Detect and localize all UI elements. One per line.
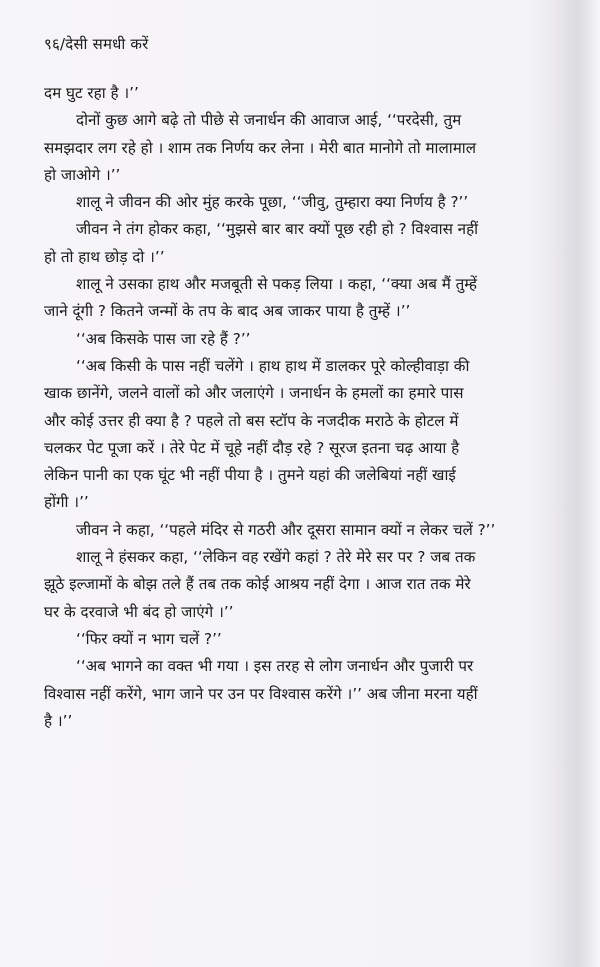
text-line: शालू ने उसका हाथ और मजबूती से पकड़ लिया । कहा, ‘‘क्या अब मैं तुम्हें — [76, 275, 477, 294]
text-line: खाक छानेंगे, जलने वालों को और जलाएंगे । जनार्धन के हमलों का हमारे पास — [44, 384, 464, 403]
text-line: विश्वास नहीं करेंगे, भाग जाने पर उन पर विश्वास करेंगे ।’’ अब जीना मरना यहीं — [44, 684, 478, 703]
text-line: ‘‘अब भागने का वक्त भी गया । इस तरह से लोग जनार्धन और पुजारी पर — [76, 657, 474, 676]
text-line: और कोई उत्तर ही क्या है ? पहले तो बस स्टॉप के नजदीक मराठे के होटल में — [44, 411, 459, 430]
text-line: ‘‘फिर क्यों न भाग चलें ?’’ — [76, 629, 222, 648]
text-line: होंगी ।’’ — [44, 493, 89, 512]
text-line: समझदार लग रहे हो । शाम तक निर्णय कर लेना । मेरी बात मानोगे तो मालामाल — [44, 138, 477, 157]
running-head: ९६/देसी समधी करें — [44, 35, 149, 53]
text-line: लेकिन पानी का एक घूंट भी नहीं पीया है । तुमने यहां की जलेबियां नहीं खाई — [44, 466, 456, 485]
text-line: हो तो हाथ छोड़ दो ।’’ — [44, 247, 165, 266]
text-line: हो जाओगे ।’’ — [44, 165, 121, 184]
body-text — [44, 80, 544, 735]
text-line: झूठे इल्जामों के बोझ तले हैं तब तक कोई आश्रय नहीं देगा । आज रात तक मेरे — [44, 575, 471, 594]
text-line: दोनों कुछ आगे बढ़े तो पीछे से जनार्धन की आवाज आई, ‘‘परदेसी, तुम — [76, 111, 462, 130]
text-line: जीवन ने कहा, ‘‘पहले मंदिर से गठरी और दूसरा सामान क्यों न लेकर चलें ?’’ — [76, 520, 496, 539]
text-line: चलकर पेट पूजा करें । तेरे पेट में चूहे नहीं दौड़ रहे ? सूरज इतना चढ़ आया है — [44, 438, 460, 457]
text-line: शालू ने जीवन की ओर मुंह करके पूछा, ‘‘जीवु, तुम्हारा क्या निर्णय है ?’’ — [76, 193, 469, 212]
text-line: घर के दरवाजे भी बंद हो जाएंगे ।’’ — [44, 602, 234, 621]
text-line: जीवन ने तंग होकर कहा, ‘‘मुझसे बार बार क्यों पूछ रही हो ? विश्वास नहीं — [76, 220, 479, 239]
text-line: शालू ने हंसकर कहा, ‘‘लेकिन वह रखेंगे कहां ? तेरे मेरे सर पर ? जब तक — [76, 548, 476, 567]
text-line: ‘‘अब किसके पास जा रहे हैं ?’’ — [76, 329, 251, 348]
text-line: है ।’’ — [44, 711, 73, 730]
text-line: जाने दूंगी ? कितने जन्मों के तप के बाद अब जाकर पाया है तुम्हें ।’’ — [44, 302, 411, 321]
text-line: दम घुट रहा है ।’’ — [44, 84, 139, 102]
text-line: ‘‘अब किसी के पास नहीं चलेंगे । हाथ हाथ में डालकर पूरे कोल्हीवाड़ा की — [76, 356, 470, 375]
